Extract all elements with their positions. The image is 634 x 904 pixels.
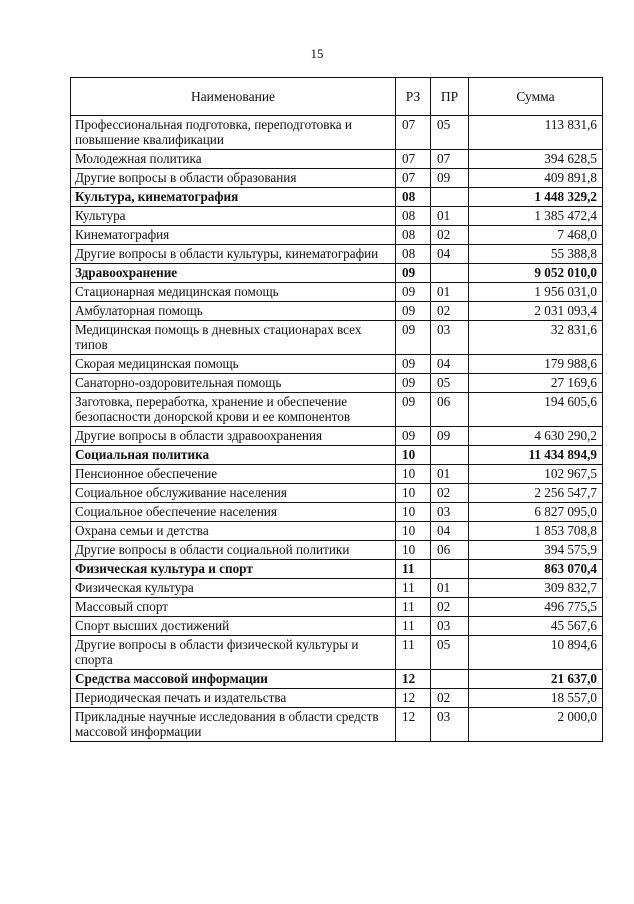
row-rz-cell: 10	[396, 484, 431, 503]
row-name-cell: Периодическая печать и издательства	[71, 689, 396, 708]
row-rz-cell: 11	[396, 579, 431, 598]
row-name-cell: Молодежная политика	[71, 150, 396, 169]
row-sum-cell: 102 967,5	[469, 465, 603, 484]
row-pr-cell: 05	[431, 116, 469, 150]
row-pr-cell: 05	[431, 636, 469, 670]
row-sum-cell: 55 388,8	[469, 245, 603, 264]
table-row	[71, 355, 603, 374]
row-sum-cell: 18 557,0	[469, 689, 603, 708]
row-name-cell: Другие вопросы в области социальной политики	[71, 541, 396, 560]
row-name-cell: Санаторно-оздоровительная помощь	[71, 374, 396, 393]
table-row	[71, 283, 603, 302]
row-pr-cell: 04	[431, 245, 469, 264]
row-rz-cell: 12	[396, 708, 431, 742]
row-rz-cell: 11	[396, 598, 431, 617]
row-rz-cell: 08	[396, 188, 431, 207]
header-name: Наименование	[71, 78, 396, 116]
row-sum-cell: 45 567,6	[469, 617, 603, 636]
table-row	[71, 116, 603, 150]
row-name-cell: Другие вопросы в области культуры, кинематографии	[71, 245, 396, 264]
header-pr: ПР	[431, 78, 469, 116]
table-row	[71, 522, 603, 541]
row-sum-cell: 2 031 093,4	[469, 302, 603, 321]
row-rz-cell: 08	[396, 226, 431, 245]
table-row	[71, 207, 603, 226]
row-pr-cell: 02	[431, 689, 469, 708]
row-pr-cell: 07	[431, 150, 469, 169]
row-rz-cell: 07	[396, 116, 431, 150]
section-row	[71, 670, 603, 689]
row-sum-cell: 1 385 472,4	[469, 207, 603, 226]
budget-table	[70, 77, 603, 742]
row-pr-cell: 02	[431, 598, 469, 617]
row-rz-cell: 09	[396, 427, 431, 446]
row-sum-cell: 394 575,9	[469, 541, 603, 560]
row-name-cell: Пенсионное обеспечение	[71, 465, 396, 484]
row-name-cell: Средства массовой информации	[71, 670, 396, 689]
table-row	[71, 169, 603, 188]
section-row	[71, 446, 603, 465]
row-pr-cell: 09	[431, 169, 469, 188]
row-pr-cell: 06	[431, 541, 469, 560]
row-rz-cell: 09	[396, 393, 431, 427]
row-name-cell: Другие вопросы в области образования	[71, 169, 396, 188]
table-row	[71, 598, 603, 617]
row-pr-cell	[431, 560, 469, 579]
row-name-cell: Социальное обеспечение населения	[71, 503, 396, 522]
row-sum-cell: 6 827 095,0	[469, 503, 603, 522]
table-row	[71, 302, 603, 321]
row-pr-cell: 04	[431, 522, 469, 541]
row-name-cell: Здравоохранение	[71, 264, 396, 283]
table-row	[71, 465, 603, 484]
row-name-cell: Физическая культура и спорт	[71, 560, 396, 579]
row-sum-cell: 113 831,6	[469, 116, 603, 150]
section-row	[71, 188, 603, 207]
row-name-cell: Спорт высших достижений	[71, 617, 396, 636]
row-pr-cell	[431, 264, 469, 283]
row-sum-cell: 194 605,6	[469, 393, 603, 427]
section-row	[71, 560, 603, 579]
row-pr-cell: 01	[431, 283, 469, 302]
row-rz-cell: 08	[396, 207, 431, 226]
row-rz-cell: 08	[396, 245, 431, 264]
row-pr-cell	[431, 446, 469, 465]
row-pr-cell: 03	[431, 321, 469, 355]
row-pr-cell: 02	[431, 302, 469, 321]
table-header-row	[71, 78, 603, 116]
row-pr-cell: 06	[431, 393, 469, 427]
row-rz-cell: 09	[396, 374, 431, 393]
row-pr-cell: 03	[431, 617, 469, 636]
row-rz-cell: 07	[396, 169, 431, 188]
row-sum-cell: 1 448 329,2	[469, 188, 603, 207]
table-row	[71, 150, 603, 169]
table-row	[71, 321, 603, 355]
table-row	[71, 393, 603, 427]
row-sum-cell: 27 169,6	[469, 374, 603, 393]
row-sum-cell: 2 256 547,7	[469, 484, 603, 503]
row-sum-cell: 9 052 010,0	[469, 264, 603, 283]
row-name-cell: Массовый спорт	[71, 598, 396, 617]
row-sum-cell: 21 637,0	[469, 670, 603, 689]
row-rz-cell: 09	[396, 355, 431, 374]
row-pr-cell: 01	[431, 579, 469, 598]
row-rz-cell: 11	[396, 617, 431, 636]
row-rz-cell: 09	[396, 302, 431, 321]
row-name-cell: Другие вопросы в области здравоохранения	[71, 427, 396, 446]
row-sum-cell: 2 000,0	[469, 708, 603, 742]
table-row	[71, 708, 603, 742]
table-row	[71, 617, 603, 636]
row-pr-cell: 02	[431, 484, 469, 503]
row-rz-cell: 10	[396, 465, 431, 484]
row-name-cell: Другие вопросы в области физической культуры и спорта	[71, 636, 396, 670]
table-row	[71, 427, 603, 446]
table-row	[71, 541, 603, 560]
row-pr-cell	[431, 188, 469, 207]
row-name-cell: Амбулаторная помощь	[71, 302, 396, 321]
row-pr-cell: 04	[431, 355, 469, 374]
header-rz: РЗ	[396, 78, 431, 116]
row-sum-cell: 1 956 031,0	[469, 283, 603, 302]
row-rz-cell: 10	[396, 503, 431, 522]
table-row	[71, 484, 603, 503]
table-row	[71, 689, 603, 708]
row-rz-cell: 09	[396, 321, 431, 355]
row-sum-cell: 4 630 290,2	[469, 427, 603, 446]
row-name-cell: Профессиональная подготовка, переподготовка и повышение квалификации	[71, 116, 396, 150]
row-name-cell: Скорая медицинская помощь	[71, 355, 396, 374]
row-rz-cell: 10	[396, 446, 431, 465]
row-sum-cell: 409 891,8	[469, 169, 603, 188]
row-name-cell: Заготовка, переработка, хранение и обеспечение безопасности донорской крови и ее компонентов	[71, 393, 396, 427]
row-rz-cell: 12	[396, 689, 431, 708]
row-pr-cell: 09	[431, 427, 469, 446]
row-rz-cell: 10	[396, 522, 431, 541]
table-row	[71, 245, 603, 264]
table-row	[71, 636, 603, 670]
row-name-cell: Социальная политика	[71, 446, 396, 465]
row-pr-cell: 05	[431, 374, 469, 393]
row-name-cell: Кинематография	[71, 226, 396, 245]
row-sum-cell: 10 894,6	[469, 636, 603, 670]
table-body	[71, 116, 603, 742]
row-name-cell: Физическая культура	[71, 579, 396, 598]
row-sum-cell: 394 628,5	[469, 150, 603, 169]
row-rz-cell: 09	[396, 264, 431, 283]
row-pr-cell: 01	[431, 465, 469, 484]
row-name-cell: Медицинская помощь в дневных стационарах всех типов	[71, 321, 396, 355]
table-row	[71, 579, 603, 598]
row-pr-cell: 03	[431, 503, 469, 522]
section-row	[71, 264, 603, 283]
table-row	[71, 226, 603, 245]
row-name-cell: Культура	[71, 207, 396, 226]
row-name-cell: Прикладные научные исследования в области средств массовой информации	[71, 708, 396, 742]
row-pr-cell	[431, 670, 469, 689]
page-number: 15	[310, 46, 324, 61]
row-sum-cell: 863 070,4	[469, 560, 603, 579]
row-sum-cell: 309 832,7	[469, 579, 603, 598]
row-rz-cell: 12	[396, 670, 431, 689]
row-sum-cell: 11 434 894,9	[469, 446, 603, 465]
row-rz-cell: 07	[396, 150, 431, 169]
header-sum: Сумма	[469, 78, 603, 116]
table-row	[71, 503, 603, 522]
row-sum-cell: 7 468,0	[469, 226, 603, 245]
row-name-cell: Культура, кинематография	[71, 188, 396, 207]
row-name-cell: Социальное обслуживание населения	[71, 484, 396, 503]
row-rz-cell: 11	[396, 560, 431, 579]
row-sum-cell: 32 831,6	[469, 321, 603, 355]
row-name-cell: Стационарная медицинская помощь	[71, 283, 396, 302]
table-row	[71, 374, 603, 393]
row-pr-cell: 01	[431, 207, 469, 226]
row-sum-cell: 496 775,5	[469, 598, 603, 617]
row-name-cell: Охрана семьи и детства	[71, 522, 396, 541]
row-rz-cell: 10	[396, 541, 431, 560]
row-pr-cell: 02	[431, 226, 469, 245]
row-rz-cell: 11	[396, 636, 431, 670]
row-sum-cell: 179 988,6	[469, 355, 603, 374]
row-pr-cell: 03	[431, 708, 469, 742]
row-sum-cell: 1 853 708,8	[469, 522, 603, 541]
row-rz-cell: 09	[396, 283, 431, 302]
